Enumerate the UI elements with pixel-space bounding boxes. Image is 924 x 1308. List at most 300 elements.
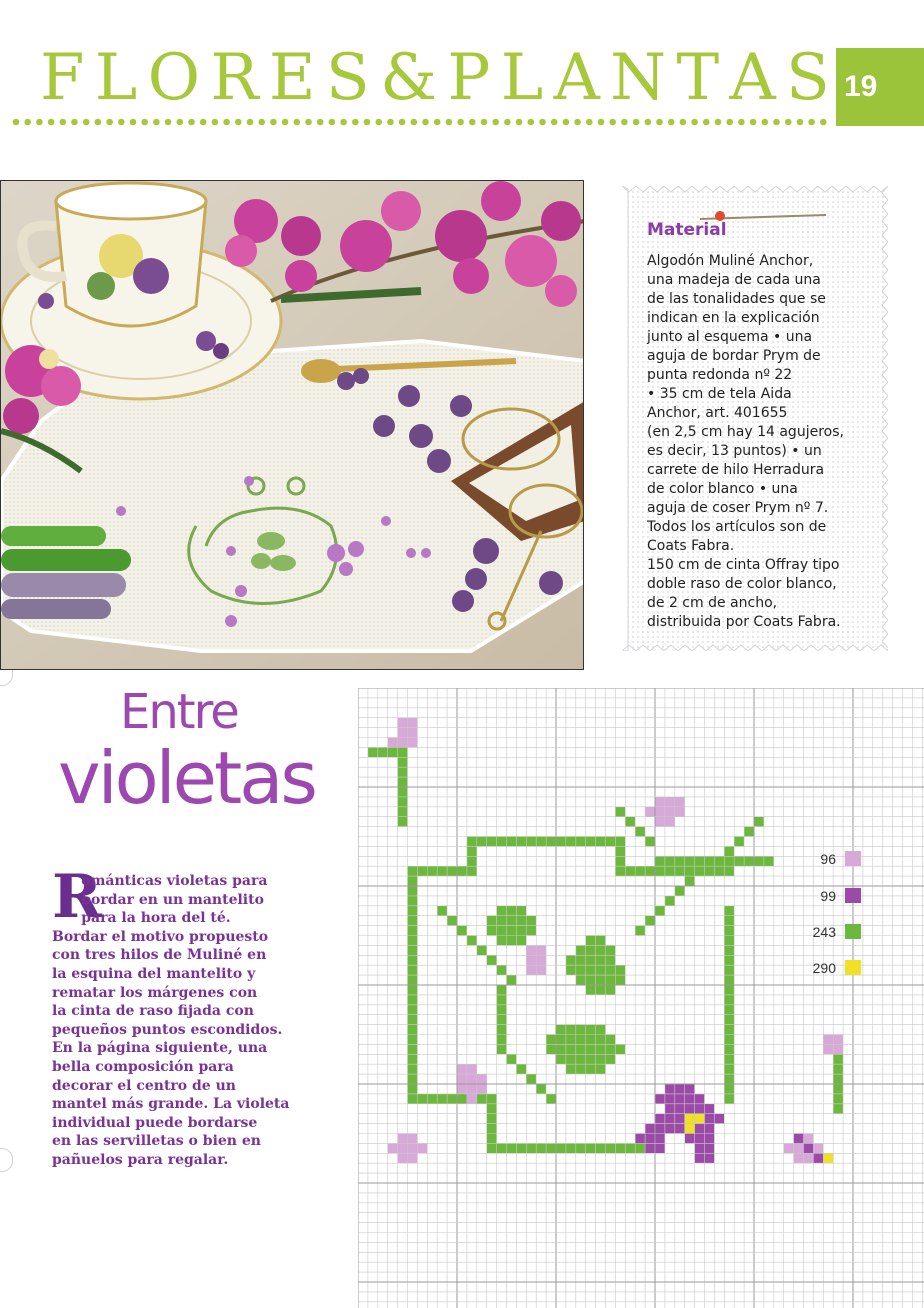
stitch-cell bbox=[566, 965, 576, 975]
divider-dot bbox=[270, 119, 277, 126]
stitch-cell bbox=[606, 985, 616, 995]
material-line: carrete de hilo Herradura bbox=[647, 462, 825, 478]
material-line: de color blanco • una bbox=[647, 481, 798, 497]
divider-dot bbox=[422, 119, 429, 126]
stitch-cell bbox=[487, 916, 497, 926]
stitch-cell bbox=[546, 1044, 556, 1054]
stitch-cell bbox=[516, 936, 526, 946]
stitch-cell bbox=[655, 856, 665, 866]
stitch-cell bbox=[685, 1134, 695, 1144]
stitch-cell bbox=[655, 906, 665, 916]
stitch-cell bbox=[427, 1094, 437, 1104]
header-letter: S bbox=[325, 41, 370, 115]
divider-dot bbox=[294, 119, 301, 126]
divider-dot bbox=[656, 119, 663, 126]
stitch-cell bbox=[615, 846, 625, 856]
stitch-cell bbox=[546, 1143, 556, 1153]
header-letter: O bbox=[147, 41, 201, 115]
divider-dot bbox=[165, 119, 172, 126]
stitch-cell bbox=[705, 866, 715, 876]
stitch-cell bbox=[497, 916, 507, 926]
stitch-cell bbox=[497, 926, 507, 936]
divider-dot bbox=[586, 119, 593, 126]
stitch-cell bbox=[625, 817, 635, 827]
intro-line: bordar en un mantelito bbox=[52, 891, 264, 908]
stitch-cell bbox=[754, 856, 764, 866]
divider-dot bbox=[797, 119, 804, 126]
stitch-cell bbox=[398, 718, 408, 728]
divider-dot bbox=[492, 119, 499, 126]
stitch-cell bbox=[487, 955, 497, 965]
stitch-cell bbox=[714, 856, 724, 866]
stitch-cell bbox=[526, 1143, 536, 1153]
stitch-cell bbox=[457, 866, 467, 876]
intro-line: Bordar el motivo propuesto bbox=[52, 928, 269, 945]
divider-dot bbox=[808, 119, 815, 126]
material-line: Anchor, art. 401655 bbox=[647, 405, 788, 421]
divider-dot bbox=[563, 119, 570, 126]
stitch-cell bbox=[744, 856, 754, 866]
divider-dot bbox=[446, 119, 453, 126]
stitch-cell bbox=[695, 1134, 705, 1144]
stitch-cell bbox=[685, 1114, 695, 1124]
stitch-cell bbox=[566, 955, 576, 965]
stitch-cell bbox=[724, 1005, 734, 1015]
legend-code: 99 bbox=[820, 888, 836, 904]
stitch-cell bbox=[665, 1114, 675, 1124]
divider-dot bbox=[715, 119, 722, 126]
stitch-cell bbox=[833, 1084, 843, 1094]
intro-line: la esquina del mantelito y bbox=[52, 965, 256, 982]
stitch-cell bbox=[586, 1035, 596, 1045]
stitch-cell bbox=[408, 975, 418, 985]
material-title: Material bbox=[647, 220, 727, 240]
stitch-cell bbox=[487, 1094, 497, 1104]
stitch-cell bbox=[408, 926, 418, 936]
stitch-cell bbox=[596, 1064, 606, 1074]
stitch-cell bbox=[685, 876, 695, 886]
stitch-cell bbox=[724, 995, 734, 1005]
stitch-cell bbox=[635, 1134, 645, 1144]
stitch-cell bbox=[724, 945, 734, 955]
stitch-cell bbox=[645, 1134, 655, 1144]
divider-dot bbox=[457, 119, 464, 126]
stitch-cell bbox=[596, 1035, 606, 1045]
divider-dot bbox=[387, 119, 394, 126]
stitch-cell bbox=[398, 767, 408, 777]
stitch-cell bbox=[804, 1134, 814, 1144]
stitch-cell bbox=[487, 1114, 497, 1124]
stitch-cell bbox=[398, 787, 408, 797]
stitch-cell bbox=[586, 1064, 596, 1074]
material-line: es decir, 13 puntos) • un bbox=[647, 443, 822, 459]
stitch-cell bbox=[526, 955, 536, 965]
divider-dot bbox=[820, 119, 827, 126]
divider-dot bbox=[469, 119, 476, 126]
stitch-cell bbox=[615, 1044, 625, 1054]
stitch-cell bbox=[427, 866, 437, 876]
stitch-cell bbox=[724, 1084, 734, 1094]
divider-dot bbox=[329, 119, 336, 126]
stitch-cell bbox=[437, 906, 447, 916]
stitch-cell bbox=[378, 747, 388, 757]
stitch-cell bbox=[388, 1143, 398, 1153]
divider-dot bbox=[528, 119, 535, 126]
stitch-cell bbox=[724, 1094, 734, 1104]
stitch-cell bbox=[467, 1064, 477, 1074]
stitch-cell bbox=[615, 856, 625, 866]
binder-hole bbox=[0, 1148, 13, 1172]
stitch-cell bbox=[655, 1143, 665, 1153]
material-line: una madeja de cada una bbox=[647, 272, 821, 288]
divider-dot bbox=[481, 119, 488, 126]
legend-swatch bbox=[845, 888, 861, 903]
stitch-cell bbox=[596, 965, 606, 975]
stitch-cell bbox=[408, 936, 418, 946]
stitch-cell bbox=[437, 866, 447, 876]
stitch-cell bbox=[467, 1074, 477, 1084]
stitch-cell bbox=[546, 837, 556, 847]
material-line: aguja de bordar Prym de bbox=[647, 348, 821, 364]
divider-dot bbox=[60, 119, 67, 126]
stitch-cell bbox=[398, 757, 408, 767]
photo-table-setting bbox=[0, 180, 584, 670]
stitch-cell bbox=[368, 747, 378, 757]
stitch-cell bbox=[408, 906, 418, 916]
material-line: Coats Fabra. bbox=[647, 538, 735, 554]
stitch-cell bbox=[556, 1025, 566, 1035]
stitch-cell bbox=[398, 1134, 408, 1144]
material-list bbox=[647, 252, 852, 632]
stitch-cell bbox=[516, 1064, 526, 1074]
stitch-cell bbox=[398, 1153, 408, 1163]
divider-dot bbox=[141, 119, 148, 126]
divider-dot bbox=[13, 119, 20, 126]
stitch-cell bbox=[625, 866, 635, 876]
legend-swatch bbox=[845, 851, 861, 866]
stitch-cell bbox=[417, 866, 427, 876]
stitch-cell bbox=[487, 926, 497, 936]
stitch-cell bbox=[685, 1094, 695, 1104]
stitch-cell bbox=[408, 985, 418, 995]
header-title bbox=[40, 38, 830, 118]
stitch-cell bbox=[408, 1143, 418, 1153]
header-dot-divider bbox=[10, 117, 830, 127]
stitch-cell bbox=[655, 866, 665, 876]
stitch-cell bbox=[813, 1153, 823, 1163]
stitch-cell bbox=[823, 1035, 833, 1045]
stitch-cell bbox=[398, 807, 408, 817]
divider-dot bbox=[247, 119, 254, 126]
divider-dot bbox=[352, 119, 359, 126]
stitch-cell bbox=[586, 985, 596, 995]
header-letter: N bbox=[610, 41, 667, 115]
stitch-cell bbox=[477, 1074, 487, 1084]
stitch-cell bbox=[695, 856, 705, 866]
divider-dot bbox=[680, 119, 687, 126]
stitch-cell bbox=[675, 856, 685, 866]
stitch-cell bbox=[576, 1064, 586, 1074]
divider-dot bbox=[762, 119, 769, 126]
stitch-cell bbox=[556, 1054, 566, 1064]
stitch-cell bbox=[665, 866, 675, 876]
stitch-cell bbox=[596, 975, 606, 985]
stitch-cell bbox=[645, 866, 655, 876]
divider-dot bbox=[504, 119, 511, 126]
stitch-cell bbox=[655, 1124, 665, 1134]
stitch-cell bbox=[408, 718, 418, 728]
stitch-cell bbox=[408, 1064, 418, 1074]
headline-line-2: violetas bbox=[58, 736, 315, 820]
stitch-cell bbox=[566, 1044, 576, 1054]
stitch-cell bbox=[724, 936, 734, 946]
stitch-cell bbox=[536, 1084, 546, 1094]
material-line: 150 cm de cinta Offray tipo bbox=[647, 557, 840, 573]
intro-line: pequeños puntos escondidos. bbox=[52, 1021, 283, 1038]
stitch-cell bbox=[457, 926, 467, 936]
page-number: 19 bbox=[836, 48, 924, 126]
stitch-cell bbox=[606, 945, 616, 955]
stitch-cell bbox=[586, 1054, 596, 1064]
intro-line: rematar los márgenes con bbox=[52, 984, 258, 1001]
stitch-cell bbox=[724, 985, 734, 995]
material-line: (en 2,5 cm hay 14 agujeros, bbox=[647, 424, 844, 440]
stitch-cell bbox=[665, 797, 675, 807]
divider-dot bbox=[574, 119, 581, 126]
stitch-cell bbox=[408, 728, 418, 738]
stitch-cell bbox=[606, 837, 616, 847]
header-letter: A bbox=[553, 41, 600, 115]
header-letter: E bbox=[268, 41, 316, 115]
stitch-cell bbox=[467, 1094, 477, 1104]
stitch-cell bbox=[586, 1143, 596, 1153]
stitch-cell bbox=[695, 1094, 705, 1104]
stitch-cell bbox=[724, 1054, 734, 1064]
divider-dot bbox=[212, 119, 219, 126]
divider-dot bbox=[738, 119, 745, 126]
stitch-cell bbox=[596, 945, 606, 955]
stitch-cell bbox=[665, 1084, 675, 1094]
divider-dot bbox=[773, 119, 780, 126]
divider-dot bbox=[177, 119, 184, 126]
stitch-cell bbox=[833, 1035, 843, 1045]
stitch-cell bbox=[408, 866, 418, 876]
stitch-cell bbox=[705, 1143, 715, 1153]
stitch-cell bbox=[645, 807, 655, 817]
stitch-cell bbox=[408, 738, 418, 748]
stitch-cell bbox=[457, 1074, 467, 1084]
material-line: junto al esquema • una bbox=[647, 329, 813, 345]
stitch-cell bbox=[586, 1044, 596, 1054]
stitch-cell bbox=[665, 896, 675, 906]
header-letter: A bbox=[729, 41, 776, 115]
stitch-cell bbox=[764, 856, 774, 866]
divider-dot bbox=[106, 119, 113, 126]
divider-dot bbox=[83, 119, 90, 126]
stitch-cell bbox=[724, 926, 734, 936]
stitch-cell bbox=[586, 945, 596, 955]
stitch-cell bbox=[606, 955, 616, 965]
stitch-cell bbox=[794, 1134, 804, 1144]
stitch-cell bbox=[685, 1104, 695, 1114]
stitch-cell bbox=[556, 1143, 566, 1153]
stitch-cell bbox=[487, 1143, 497, 1153]
stitch-cell bbox=[675, 797, 685, 807]
stitch-cell bbox=[655, 1094, 665, 1104]
stitch-cell bbox=[833, 1044, 843, 1054]
stitch-cell bbox=[467, 936, 477, 946]
stitch-cell bbox=[823, 1153, 833, 1163]
stitch-cell bbox=[388, 747, 398, 757]
intro-line: bella composición para bbox=[52, 1058, 234, 1075]
divider-dot bbox=[703, 119, 710, 126]
header-letter: L bbox=[500, 41, 544, 115]
stitch-cell bbox=[596, 955, 606, 965]
stitch-cell bbox=[487, 837, 497, 847]
stitch-cell bbox=[497, 1015, 507, 1025]
stitch-cell bbox=[408, 1044, 418, 1054]
stitch-cell bbox=[408, 896, 418, 906]
header-letter: R bbox=[210, 41, 259, 115]
stitch-cell bbox=[695, 1153, 705, 1163]
divider-dot bbox=[434, 119, 441, 126]
stitch-cell bbox=[695, 1114, 705, 1124]
material-line: de las tonalidades que se bbox=[647, 291, 826, 307]
stitch-cell bbox=[566, 837, 576, 847]
stitch-cell bbox=[546, 1094, 556, 1104]
stitch-cell bbox=[724, 856, 734, 866]
stitch-cell bbox=[586, 936, 596, 946]
intro-line: mantel más grande. La violeta bbox=[52, 1096, 290, 1113]
stitch-cell bbox=[408, 1025, 418, 1035]
legend-swatch bbox=[845, 960, 861, 975]
stitch-cell bbox=[596, 1143, 606, 1153]
stitch-cell bbox=[675, 886, 685, 896]
divider-dot bbox=[375, 119, 382, 126]
stitch-cell bbox=[497, 837, 507, 847]
stitch-cell bbox=[408, 876, 418, 886]
divider-dot bbox=[223, 119, 230, 126]
divider-dot bbox=[118, 119, 125, 126]
stitch-cell bbox=[675, 1094, 685, 1104]
legend-code: 243 bbox=[812, 924, 836, 940]
stitch-cell bbox=[447, 866, 457, 876]
stitch-cell bbox=[655, 817, 665, 827]
divider-dot bbox=[691, 119, 698, 126]
stitch-cell bbox=[615, 807, 625, 817]
stitch-cell bbox=[487, 1134, 497, 1144]
stitch-cell bbox=[408, 965, 418, 975]
chart-background bbox=[358, 688, 924, 1308]
stitch-cell bbox=[556, 1044, 566, 1054]
stitch-cell bbox=[606, 1035, 616, 1045]
stitch-cell bbox=[467, 837, 477, 847]
divider-dot bbox=[48, 119, 55, 126]
stitch-cell bbox=[497, 995, 507, 1005]
stitch-cell bbox=[408, 995, 418, 1005]
legend-code: 290 bbox=[812, 960, 836, 976]
stitch-cell bbox=[398, 1143, 408, 1153]
stitch-cell bbox=[497, 906, 507, 916]
stitch-cell bbox=[526, 945, 536, 955]
stitch-cell bbox=[724, 1025, 734, 1035]
stitch-cell bbox=[447, 916, 457, 926]
stitch-cell bbox=[586, 837, 596, 847]
stitch-cell bbox=[596, 1025, 606, 1035]
stitch-cell bbox=[685, 856, 695, 866]
cross-stitch-chart bbox=[358, 688, 924, 1308]
stitch-cell bbox=[596, 936, 606, 946]
stitch-cell bbox=[516, 837, 526, 847]
stitch-cell bbox=[536, 945, 546, 955]
stitch-cell bbox=[596, 837, 606, 847]
intro-line: pañuelos para regalar. bbox=[52, 1151, 229, 1168]
stitch-cell bbox=[526, 1074, 536, 1084]
stitch-cell bbox=[714, 866, 724, 876]
stitch-cell bbox=[606, 1044, 616, 1054]
material-line: • 35 cm de tela Aida bbox=[647, 386, 792, 402]
stitch-cell bbox=[408, 1054, 418, 1064]
stitch-cell bbox=[675, 1114, 685, 1124]
stitch-cell bbox=[695, 1143, 705, 1153]
divider-dot bbox=[399, 119, 406, 126]
divider-dot bbox=[340, 119, 347, 126]
stitch-cell bbox=[516, 1143, 526, 1153]
header-letter: T bbox=[676, 41, 720, 115]
stitch-cell bbox=[645, 1143, 655, 1153]
stitch-cell bbox=[497, 1035, 507, 1045]
stitch-cell bbox=[576, 1035, 586, 1045]
stitch-cell bbox=[586, 975, 596, 985]
stitch-cell bbox=[507, 837, 517, 847]
header-letter: S bbox=[786, 41, 830, 115]
stitch-cell bbox=[615, 1143, 625, 1153]
stitch-cell bbox=[576, 945, 586, 955]
stitch-cell bbox=[655, 807, 665, 817]
intro-paragraph bbox=[52, 872, 352, 1170]
stitch-cell bbox=[477, 945, 487, 955]
stitch-cell bbox=[655, 1114, 665, 1124]
divider-dot bbox=[598, 119, 605, 126]
stitch-cell bbox=[497, 985, 507, 995]
stitch-cell bbox=[408, 1094, 418, 1104]
stitch-cell bbox=[645, 837, 655, 847]
stitch-cell bbox=[576, 1025, 586, 1035]
material-line: Algodón Muliné Anchor, bbox=[647, 253, 814, 269]
stitch-cell bbox=[685, 866, 695, 876]
divider-dot bbox=[317, 119, 324, 126]
stitch-cell bbox=[724, 965, 734, 975]
stitch-cell bbox=[497, 965, 507, 975]
intro-line: individual puede bordarse bbox=[52, 1114, 258, 1131]
stitch-cell bbox=[507, 936, 517, 946]
stitch-cell bbox=[566, 1064, 576, 1074]
stitch-cell bbox=[695, 866, 705, 876]
divider-dot bbox=[200, 119, 207, 126]
stitch-cell bbox=[705, 1134, 715, 1144]
stitch-cell bbox=[566, 1054, 576, 1064]
stitch-cell bbox=[645, 1124, 655, 1134]
stitch-cell bbox=[497, 936, 507, 946]
stitch-cell bbox=[526, 926, 536, 936]
stitch-cell bbox=[675, 866, 685, 876]
stitch-cell bbox=[576, 1044, 586, 1054]
intro-line: en las servilletas o bien en bbox=[52, 1133, 261, 1150]
stitch-cell bbox=[408, 1035, 418, 1045]
stitch-cell bbox=[457, 1094, 467, 1104]
stitch-cell bbox=[556, 837, 566, 847]
stitch-cell bbox=[794, 1143, 804, 1153]
